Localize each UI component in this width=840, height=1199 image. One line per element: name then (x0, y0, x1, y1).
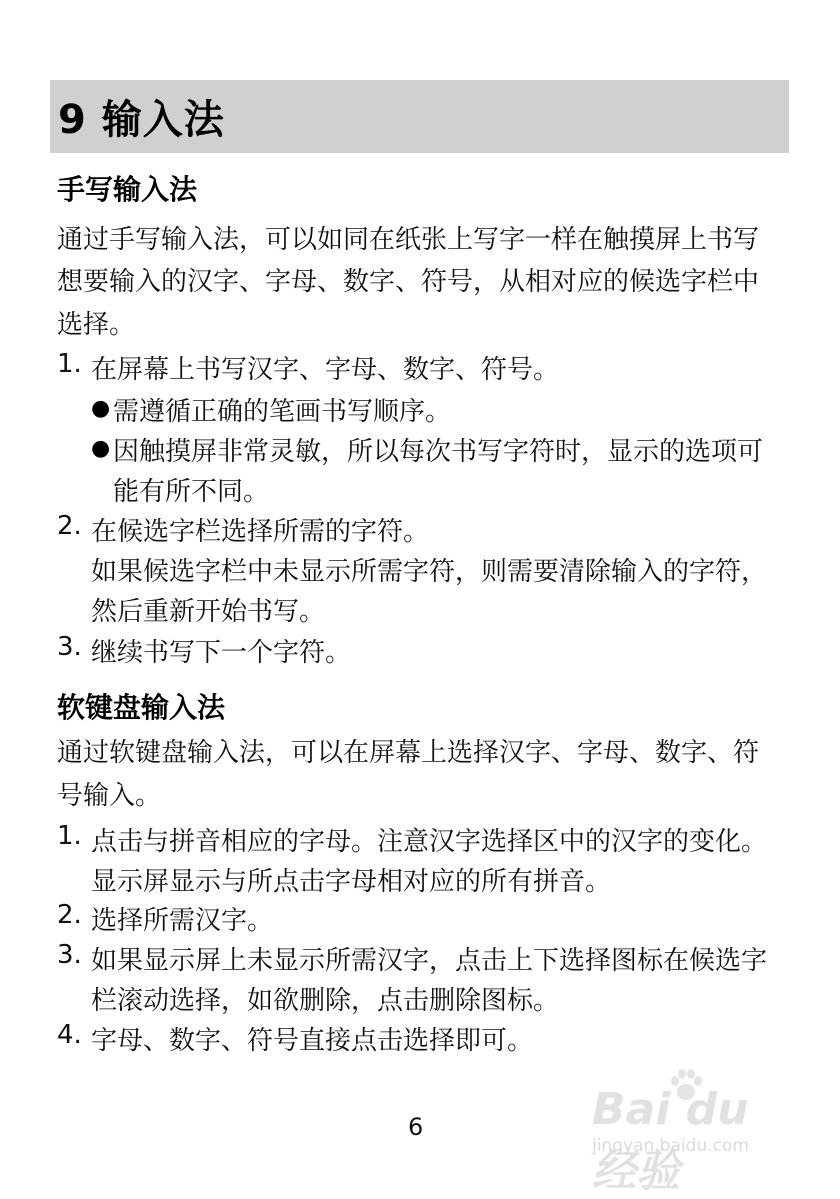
step-text: 继续书写下一个字符。 (91, 638, 352, 668)
watermark-logo: Bai du 经验 (592, 1084, 749, 1197)
paragraph-line: 通过手写输入法，可以如同在纸张上写字一样在触摸屏上书写 (57, 225, 760, 255)
step-note: 如果候选字栏中未显示所需字符，则需要清除输入的字符， (91, 557, 768, 587)
watermark-url: jingyan.baidu.com (592, 1136, 749, 1156)
section-heading-keyboard: 软键盘输入法 (57, 691, 226, 724)
paragraph-line: 想要输入的汉字、字母、数字、符号，从相对应的候选字栏中 (57, 267, 760, 297)
step-number: 3. (57, 940, 82, 970)
step-number: 1. (57, 349, 82, 379)
step-number: 3. (57, 632, 82, 662)
chapter-header-bar (50, 80, 789, 153)
step-text: 字母、数字、符号直接点击选择即可。 (91, 1026, 534, 1056)
step-number: 1. (57, 821, 82, 851)
step-text: 如果显示屏上未显示所需汉字，点击上下选择图标在候选字 (91, 946, 768, 976)
bullet-dot-icon: ● (91, 436, 111, 461)
page-number: 6 (408, 1113, 424, 1141)
step-text: 在屏幕上书写汉字、字母、数字、符号。 (91, 355, 560, 385)
bullet-text: 因触摸屏非常灵敏，所以每次书写字符时，显示的选项可 (113, 437, 764, 467)
bullet-text: 需遵循正确的笔画书写顺序。 (113, 397, 452, 427)
paragraph-line: 号输入。 (57, 781, 162, 811)
baidu-watermark (592, 1066, 792, 1197)
step-number: 4. (57, 1020, 82, 1050)
bullet-dot-icon: ● (91, 396, 111, 421)
step-text: 在候选字栏选择所需的字符。 (91, 517, 430, 547)
step-text: 选择所需汉字。 (91, 906, 274, 936)
step-text-continued: 栏滚动选择，如欲删除，点击删除图标。 (91, 986, 560, 1016)
paragraph-line: 选择。 (57, 310, 136, 340)
chapter-title: 9 输入法 (58, 97, 225, 143)
step-number: 2. (57, 511, 82, 541)
paragraph-line: 通过软键盘输入法，可以在屏幕上选择汉字、字母、数字、符 (57, 738, 760, 768)
step-number: 2. (57, 900, 82, 930)
bullet-text-continued: 能有所不同。 (113, 477, 270, 507)
section-heading-handwriting: 手写输入法 (57, 173, 198, 206)
step-text: 点击与拼音相应的字母。注意汉字选择区中的汉字的变化。 (91, 827, 768, 857)
step-note: 然后重新开始书写。 (91, 597, 326, 627)
step-text-continued: 显示屏显示与所点击字母相对应的所有拼音。 (91, 867, 612, 897)
